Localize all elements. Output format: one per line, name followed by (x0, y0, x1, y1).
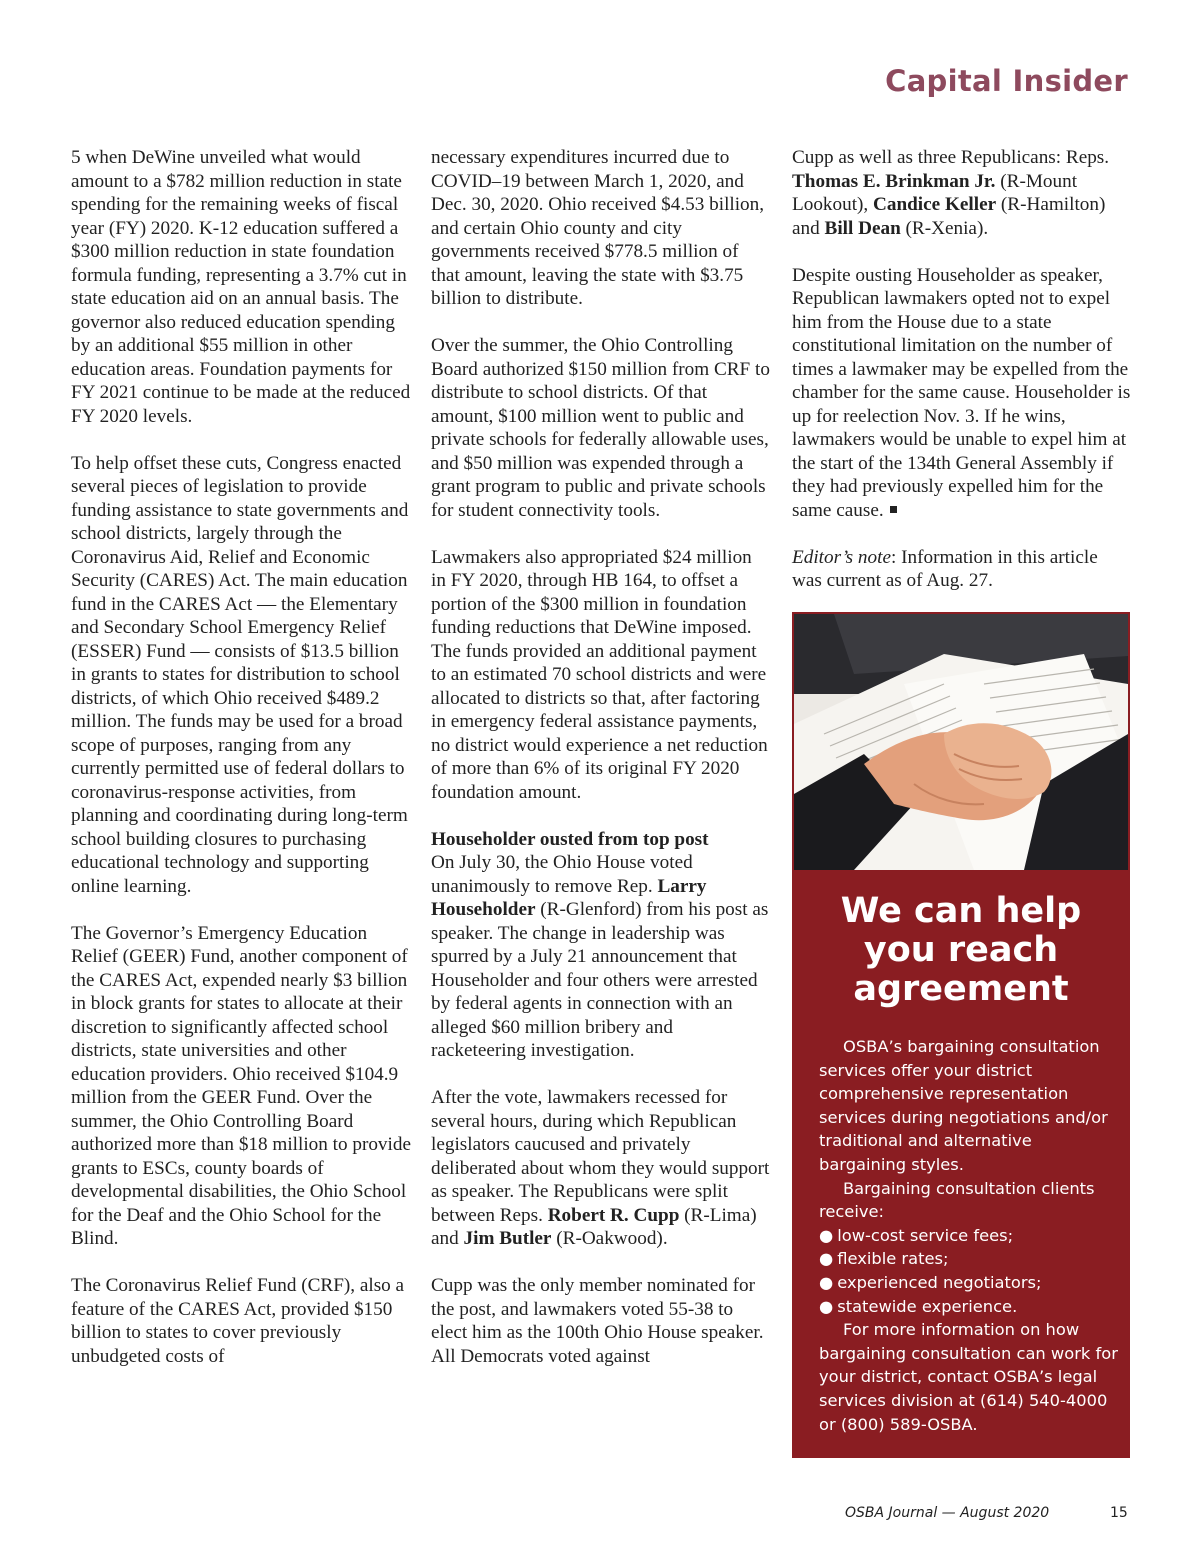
paragraph: To help offset these cuts, Congress enacted several pieces of legislation to provide funding assistance to state governments and school districts, largely through the Coronavirus Aid, Relief and Economic Security (CARES) Act. The main education fund in the CARES Act — the Elementary and Secondary School Emergency Relief (ESSER) Fund — consists of $13.5 billion in grants to states for distribution to school districts, of which Ohio received $489.2 million. The funds may be used for a broad scope of purposes, ranging from any currently permitted use of federal dollars to coronavirus-response activities, from planning and coordinating during long-term school building closures to purchasing educational technology and supporting online learning. (71, 452, 409, 897)
ad-body (819, 1035, 1119, 1436)
text: (R-Hamilton) and (792, 194, 1106, 239)
legislator-name: Robert R. Cupp (547, 1204, 680, 1226)
section-title: Capital Insider (885, 64, 1128, 98)
text: (R-Mount Lookout), (792, 170, 1078, 215)
legislator-name: Larry Householder (431, 875, 707, 920)
text: (R-Xenia). (900, 217, 989, 239)
text: Cupp as well as three Republicans: Reps. (792, 147, 1110, 168)
text: (R-Oakwood). (551, 1228, 668, 1249)
headline-line: We can help (840, 891, 1082, 931)
editor-note-label: Editor’s note (792, 546, 891, 568)
legislator-name: Thomas E. Brinkman Jr. (792, 170, 996, 192)
paragraph (431, 1086, 771, 1251)
headline-line: you reach (863, 930, 1059, 970)
list-item: ● experienced negotiators; (819, 1271, 1119, 1295)
ad-paragraph: Bargaining consultation clients receive: (819, 1178, 1095, 1222)
article-column-1 (71, 146, 411, 1392)
osba-bargaining-ad (792, 612, 1130, 1458)
list-item: ● low-cost service fees; (819, 1224, 1119, 1248)
paragraph (792, 264, 1132, 523)
ad-contact-paragraph: For more information on how bargaining consultation can work for your district, contact OSBA’s legal services division at (614) 540-4000 or (800) 589-OSBA. (819, 1320, 1118, 1434)
list-item: ● flexible rates; (819, 1247, 1119, 1271)
text: After the vote, lawmakers recessed for several hours, during which Republican legislators caucused and privately deliberated about whom they would support as speaker. The Republicans were split between Reps. (431, 1087, 770, 1226)
paragraph: Over the summer, the Ohio Controlling Board authorized $150 million from CRF to distribute to school districts. Of that amount, $100 million went to public and private schools for federally allowable uses, and $50 million was expended through a grant program to public and private schools for student connectivity tools. (431, 335, 770, 521)
paragraph: 5 when DeWine unveiled what would amount to a $782 million reduction in state spending for the remaining weeks of fiscal year (FY) 2020. K-12 education suffered a $300 million reduction in state foundation formula funding, representing a 3.7% cut in state education aid on an annual basis. The governor also reduced education spending by an additional $55 million in other education areas. Foundation payments for FY 2021 continue to be made at the reduced FY 2020 levels. (71, 147, 411, 427)
page-number: 15 (1110, 1505, 1128, 1521)
paragraph: The Coronavirus Relief Fund (CRF), also a feature of the CARES Act, provided $150 billion to states to cover previously unbudgeted costs of (71, 1275, 405, 1367)
legislator-name: Candice Keller (873, 194, 997, 215)
text: On July 30, the Ohio House voted unanimously to remove Rep. (431, 852, 693, 897)
subhead: Householder ousted from top post (431, 828, 709, 850)
legislator-name: Jim Butler (463, 1228, 552, 1249)
paragraph-with-subhead (431, 828, 771, 1063)
ad-headline (792, 892, 1130, 1009)
editor-note (792, 546, 1132, 593)
article-column-2 (431, 146, 771, 1392)
text: (R-Glenford) from his post as speaker. The change in leadership was spurred by a July 21 announcement that Householder and four others were arrested by federal agents in connection with an alleged $60 million bribery and racketeering investigation. (431, 899, 769, 1061)
text: (R-Lima) and (431, 1204, 757, 1249)
handshake-photo (794, 614, 1128, 870)
article-column-3 (792, 146, 1132, 616)
paragraph: The Governor’s Emergency Education Relief (GEER) Fund, another component of the CARES Act, expended nearly $3 billion in block grants for states to allocate at their discretion to significantly affected school districts, state universities and other education providers. Ohio received $104.9 million from the GEER Fund. Over the summer, the Ohio Controlling Board authorized more than $18 million to provide grants to ESCs, county boards of developmental disabilities, the Ohio School for the Deaf and the Ohio School for the Blind. (71, 922, 411, 1249)
paragraph: necessary expenditures incurred due to COVID–19 between March 1, 2020, and Dec. 30, 2020. Ohio received $4.53 billion, and certain Ohio county and city governments received $778.5 million of that amount, leaving the state with $3.75 billion to distribute. (431, 147, 765, 309)
headline-line: agreement (853, 969, 1069, 1009)
list-item: ● statewide experience. (819, 1295, 1119, 1319)
ad-benefits-list (819, 1224, 1119, 1318)
publication-footer: OSBA Journal — August 2020 (845, 1505, 1050, 1521)
paragraph: Lawmakers also appropriated $24 million in FY 2020, through HB 164, to offset a portion of the $300 million in foundation funding reductions that DeWine imposed. The funds provided an additional payment to an estimated 70 school districts and were allocated to districts so that, after factoring in emergency federal assistance payments, no district would experience a net reduction of more than 6% of its original FY 2020 foundation amount. (431, 546, 768, 803)
paragraph: Cupp was the only member nominated for the post, and lawmakers voted 55-38 to elect him as the 100th Ohio House speaker. All Democrats voted against (431, 1275, 764, 1367)
end-of-article-icon (890, 506, 897, 513)
text: : Information in this article was current as of Aug. 27. (792, 546, 1098, 591)
ad-paragraph: OSBA’s bargaining consultation services offer your district comprehensive representation services during negotiations and/or traditional and alternative bargaining styles. (819, 1037, 1108, 1174)
text: Despite ousting Householder as speaker, Republican lawmakers opted not to expel him from the House due to a state constitutional limitation on the number of times a lawmaker may be expelled from the chamber for the same cause. Householder is up for reelection Nov. 3. If he wins, lawmakers would be unable to expel him at the start of the 134th General Assembly if they had previously expelled him for the same cause. (792, 264, 1131, 521)
legislator-name: Bill Dean (824, 217, 901, 239)
paragraph (792, 146, 1132, 240)
